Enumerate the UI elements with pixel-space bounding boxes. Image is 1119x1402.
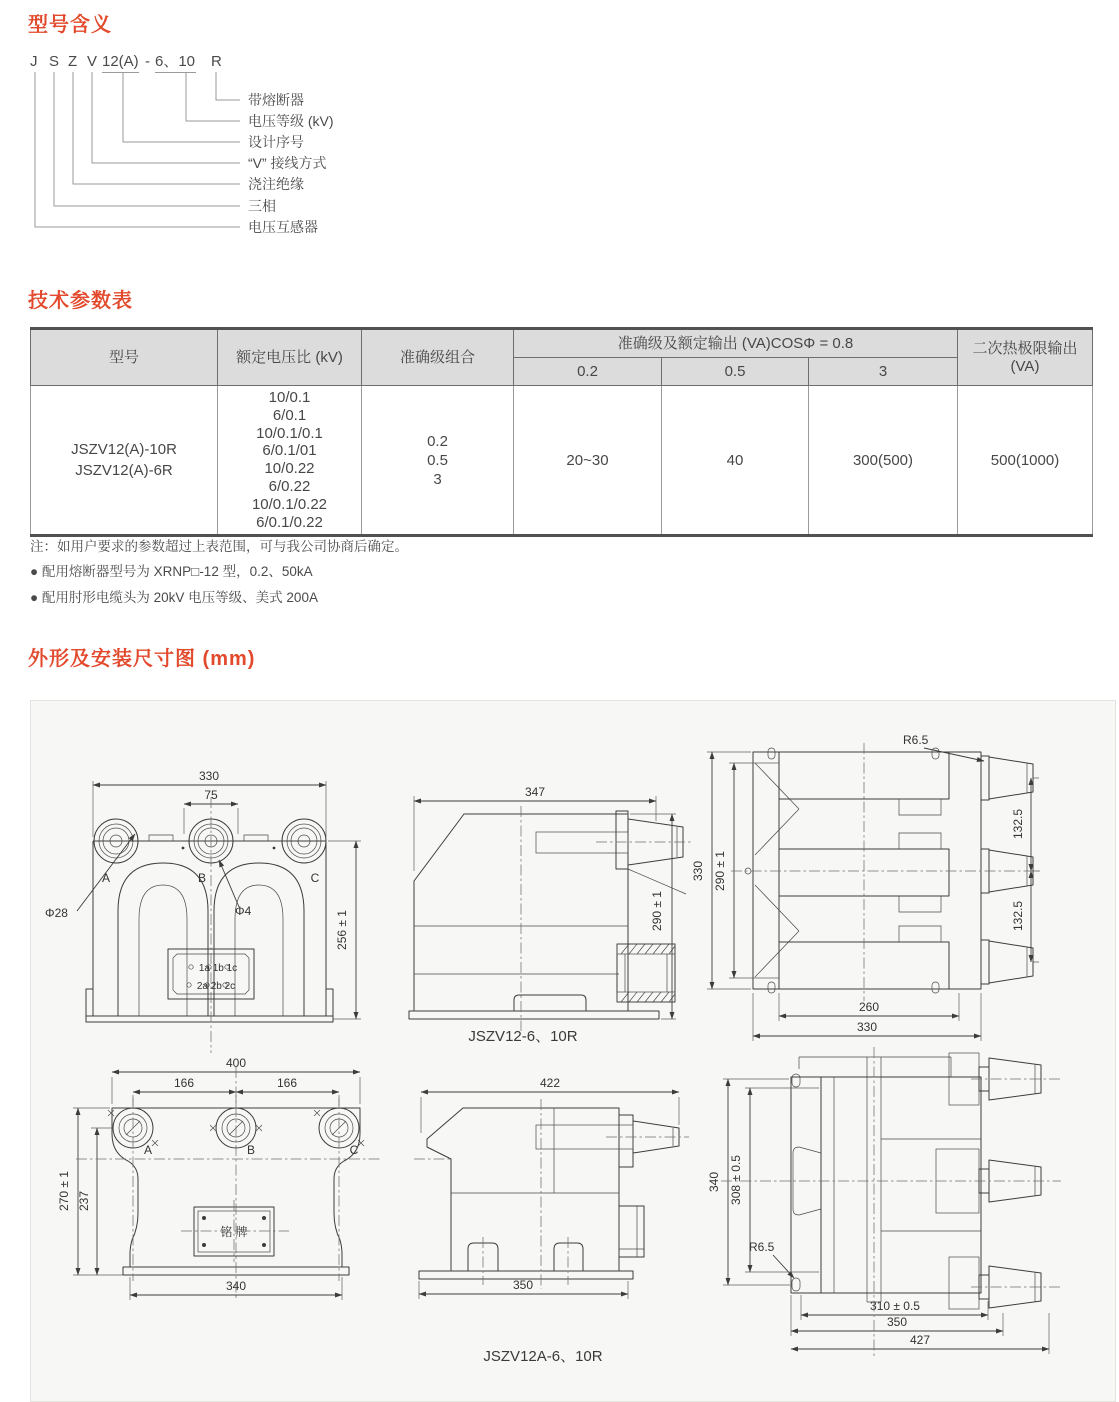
table-row xyxy=(31,386,1093,536)
phase-label: B xyxy=(246,1143,256,1157)
ratio-value: 10/0.22 xyxy=(264,460,315,478)
dim-label: 330 xyxy=(198,769,220,783)
code-part: V xyxy=(87,53,98,70)
header-thermal-line1: 二次热极限输出 xyxy=(972,339,1078,357)
phase-label: C xyxy=(349,1143,359,1157)
dim-label: 260 xyxy=(858,1000,880,1014)
dim-label: 310 ± 0.5 xyxy=(870,1299,920,1313)
note-line: ● 配用熔断器型号为 XRNP□-12 型，0.2、50kA xyxy=(30,564,313,580)
dim-label: 290 ± 1 xyxy=(713,851,727,891)
dim-label: 347 xyxy=(524,785,546,799)
terminal-row-label: 2a 2b 2c xyxy=(196,981,236,992)
tech-params-table xyxy=(30,327,1093,537)
header-thermal-limit xyxy=(958,329,1093,386)
phase-label: C xyxy=(310,871,320,885)
dim-label: 237 xyxy=(77,1190,91,1212)
cell-output-05: 40 xyxy=(662,386,809,536)
ratio-value: 10/0.1/0.1 xyxy=(256,424,323,442)
phase-label: A xyxy=(101,871,111,885)
drawing-front-view-jszv12 xyxy=(45,769,361,1053)
note-line: 注：如用户要求的参数超过上表范围，可与我公司协商后确定。 xyxy=(30,539,408,554)
code-part: 12(A) xyxy=(102,53,139,70)
drawing-side-view-jszv12 xyxy=(409,785,693,1045)
model-name: JSZV12(A)-6R xyxy=(75,462,173,480)
code-label: 电压互感器 xyxy=(248,219,318,235)
code-part: R xyxy=(211,53,222,70)
section-title-model-meaning: 型号含义 xyxy=(28,14,112,36)
code-label: 电压等级 (kV) xyxy=(248,113,334,129)
section-title-tech-params: 技术参数表 xyxy=(28,290,133,312)
code-part: J xyxy=(30,53,38,70)
dimension-drawings xyxy=(31,701,1115,1399)
code-part: 6、10 xyxy=(155,53,196,70)
drawing-top-view-jszv12 xyxy=(691,733,1041,1041)
hatched-block xyxy=(617,944,675,1002)
figure-caption: JSZV12-6、10R xyxy=(468,1028,578,1045)
terminal-row-label: 1a 1b 1c xyxy=(198,963,238,974)
dim-label: 330 xyxy=(856,1020,878,1034)
header-accuracy-combo: 准确级组合 xyxy=(362,329,514,386)
ratio-value: 6/0.1/0.22 xyxy=(256,513,323,531)
header-class-05: 0.5 xyxy=(662,358,809,386)
cell-models xyxy=(31,386,218,536)
nameplate-label: 铭 牌 xyxy=(220,1225,248,1239)
code-label: 带熔断器 xyxy=(248,92,304,108)
dim-label: Φ28 xyxy=(45,906,68,920)
accuracy-value: 0.2 xyxy=(427,432,448,450)
header-accuracy-output-group: 准确级及额定输出 (VA)COSΦ = 0.8 xyxy=(514,329,958,358)
ratio-value: 6/0.1 xyxy=(272,406,307,424)
header-voltage-ratio: 额定电压比 (kV) xyxy=(218,329,362,386)
model-code-diagram xyxy=(28,48,548,253)
dim-label: 422 xyxy=(539,1076,561,1090)
header-class-02: 0.2 xyxy=(514,358,662,386)
code-label: 设计序号 xyxy=(248,134,304,150)
note-line: ● 配用肘形电缆头为 20kV 电压等级、美式 200A xyxy=(30,589,318,605)
dimension-drawings-panel xyxy=(30,700,1116,1402)
drawing-side-view-jszv12a xyxy=(414,1076,689,1365)
nameplate xyxy=(181,1200,289,1262)
dim-label: 75 xyxy=(204,788,218,802)
ratio-value: 10/0.1 xyxy=(268,389,311,406)
dim-label: 427 xyxy=(909,1333,931,1347)
dim-label: 308 ± 0.5 xyxy=(729,1155,743,1205)
code-connector-lines xyxy=(35,72,240,227)
dim-label: 270 ± 1 xyxy=(57,1171,71,1211)
cell-thermal-limit: 500(1000) xyxy=(958,386,1093,536)
dim-label: 290 ± 1 xyxy=(650,891,664,931)
ratio-value: 10/0.1/0.22 xyxy=(251,495,328,513)
cell-output-3: 300(500) xyxy=(809,386,958,536)
cell-output-02: 20~30 xyxy=(514,386,662,536)
cable-bushing-2 xyxy=(536,1115,689,1167)
dim-label: 132.5 xyxy=(1011,900,1025,932)
section-title-dimensions: 外形及安装尺寸图 (mm) xyxy=(28,648,256,670)
code-meaning-labels xyxy=(248,92,334,235)
dim-label: 256 ± 1 xyxy=(335,910,349,950)
cell-voltage-ratios xyxy=(218,386,362,536)
dim-label: 132.5 xyxy=(1011,808,1025,840)
model-name: JSZV12(A)-10R xyxy=(71,441,177,459)
dim-label: 330 xyxy=(691,860,705,882)
drawing-front-view-jszv12a xyxy=(57,1056,381,1301)
dim-label: 166 xyxy=(276,1076,298,1090)
drawing-top-view-jszv12a xyxy=(707,1047,1061,1357)
dim-label: R6.5 xyxy=(903,733,929,747)
dim-label: 340 xyxy=(707,1171,721,1193)
ratio-value: 6/0.1/01 xyxy=(262,442,317,460)
header-model: 型号 xyxy=(31,329,218,386)
dim-label: R6.5 xyxy=(749,1240,775,1254)
accuracy-value: 3 xyxy=(433,470,442,488)
code-label: 浇注绝缘 xyxy=(248,176,304,192)
ratio-value: 6/0.22 xyxy=(268,477,311,495)
dim-label: 350 xyxy=(886,1315,908,1329)
dim-label: 350 xyxy=(512,1278,534,1292)
dim-label: 166 xyxy=(173,1076,195,1090)
accuracy-value: 0.5 xyxy=(427,451,448,469)
dim-label: Φ4 xyxy=(235,904,252,918)
code-label: 三相 xyxy=(248,198,276,214)
phase-label: A xyxy=(143,1143,153,1157)
model-code xyxy=(30,53,222,70)
phase-label: B xyxy=(197,871,207,885)
code-label: “V” 接线方式 xyxy=(248,155,327,171)
header-thermal-line2: (VA) xyxy=(1010,357,1040,375)
bushing-cones xyxy=(981,756,1033,984)
figure-caption: JSZV12A-6、10R xyxy=(483,1348,603,1365)
dim-label: 400 xyxy=(225,1056,247,1070)
cell-accuracy-combos xyxy=(362,386,514,536)
table-notes xyxy=(30,534,408,610)
dim-label: 340 xyxy=(225,1279,247,1293)
header-class-3: 3 xyxy=(809,358,958,386)
cable-bushing xyxy=(536,811,693,894)
code-part: - xyxy=(145,53,150,70)
code-part: S xyxy=(49,53,60,70)
code-part: Z xyxy=(68,53,78,70)
